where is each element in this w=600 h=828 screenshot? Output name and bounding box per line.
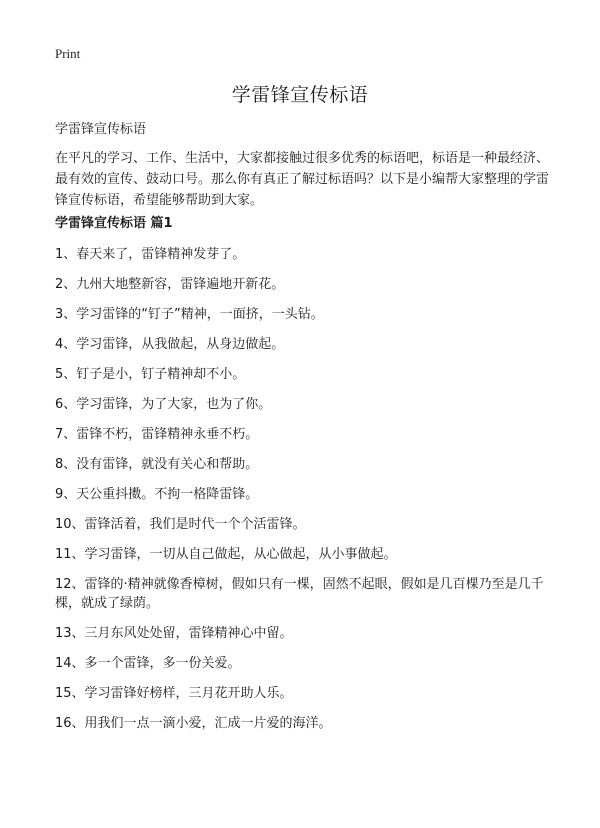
slogan-item: 3、学习雷锋的“钉子”精神，一面挤，一头钻。 [55,307,324,322]
slogan-item: 5、钉子是小，钉子精神却不小。 [55,367,246,382]
subtitle: 学雷锋宣传标语 [55,122,147,137]
slogan-item: 10、雷锋活着，我们是时代一个个活雷锋。 [55,517,306,532]
slogan-item: 14、多一个雷锋，多一份关爱。 [55,656,241,671]
slogan-item: 11、学习雷锋，一切从自己做起，从心做起，从小事做起。 [55,547,397,562]
section-heading: 学雷锋宣传标语 篇1 [55,216,173,231]
slogan-item: 1、春天来了，雷锋精神发芽了。 [55,247,246,262]
slogan-item: 2、九州大地整新容，雷锋遍地开新花。 [55,277,285,292]
intro-paragraph: 在平凡的学习、工作、生活中，大家都接触过很多优秀的标语吧，标语是一种最经济、最有效的宣传、鼓动口号。那么你有真正了解过标语吗？以下是小编帮大家整理的学雷锋宣传标语，希望能够帮助到大家。 [55,151,550,208]
slogan-list [55,245,555,744]
page-title: 学雷锋宣传标语 [231,84,369,106]
slogan-item: 4、学习雷锋，从我做起，从身边做起。 [55,337,285,352]
slogan-item: 9、天公重抖擞。不拘一格降雷锋。 [55,487,259,502]
slogan-item: 15、学习雷锋好榜样，三月花开助人乐。 [55,686,293,701]
slogan-item: 12、雷锋的·精神就像香樟树，假如只有一棵，固然不起眼，假如是几百棵乃至是几千棵，就成了绿荫。 [55,577,544,611]
slogan-item: 6、学习雷锋，为了大家，也为了你。 [55,397,272,412]
print-link[interactable]: Print [55,46,81,61]
slogan-item: 13、三月东风处处留，雷锋精神心中留。 [55,626,293,641]
slogan-item: 8、没有雷锋，就没有关心和帮助。 [55,457,259,472]
slogan-item: 7、雷锋不朽，雷锋精神永垂不朽。 [55,427,259,442]
slogan-item: 16、用我们一点一滴小爱，汇成一片爱的海洋。 [55,716,332,731]
